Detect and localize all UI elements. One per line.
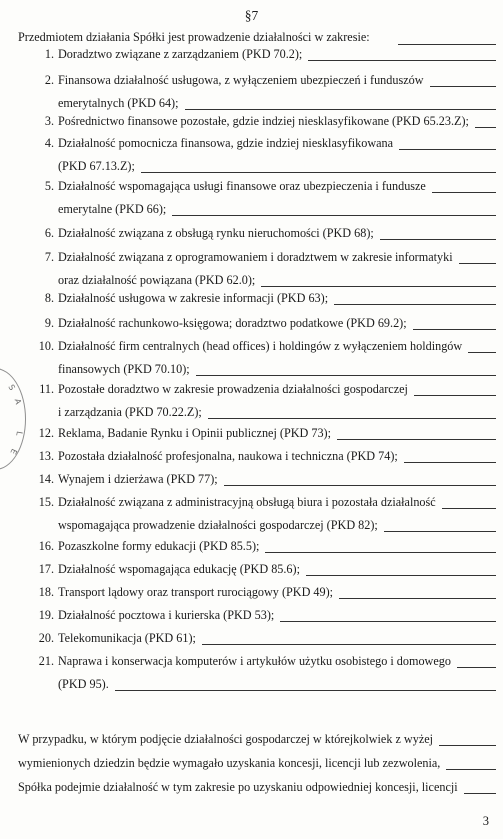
fill-line xyxy=(404,462,496,463)
list-item-text: Działalność firm centralnych (head offices) i holdingów z wyłączeniem holdingów xyxy=(58,339,463,353)
fill-line xyxy=(265,552,496,553)
intro-fill-line xyxy=(398,44,496,45)
list-item-text: wspomagająca prowadzenie działalności gospodarczej (PKD 82); xyxy=(58,518,378,532)
list-item-text: Naprawa i konserwacja komputerów i artykułów użytku osobistego i domowego xyxy=(58,654,451,668)
fill-line xyxy=(337,439,496,440)
fill-line xyxy=(196,375,496,376)
fill-line xyxy=(414,395,496,396)
intro-text: Przedmiotem działania Spółki jest prowadzenie działalności w zakresie: xyxy=(18,30,370,44)
fill-line xyxy=(468,352,496,353)
list-item-text: Działalność związana z administracyjną obsługą biura i pozostała działalność xyxy=(58,495,436,509)
fill-line xyxy=(380,239,496,240)
list-item-text: emerytalnych (PKD 64); xyxy=(58,96,179,110)
list-item-text: Działalność usługowa w zakresie informacji (PKD 63); xyxy=(58,291,329,305)
fill-line xyxy=(202,644,496,645)
seal-stamp-fragment xyxy=(0,368,26,470)
closing-line: W przypadku, w którym podjęcie działalności gospodarczej w którejkolwiek z wyżej xyxy=(18,732,434,746)
list-item-text: Wynajem i dzierżawa (PKD 77); xyxy=(58,472,218,486)
list-item-number: 7. xyxy=(44,250,54,264)
fill-line xyxy=(399,149,496,150)
list-item-number: 5. xyxy=(44,179,54,193)
fill-line xyxy=(432,192,496,193)
list-item-text: Działalność rachunkowo-księgowa; doradztwo podatkowe (PKD 69.2); xyxy=(58,316,407,330)
list-item-text: Działalność związana z obsługą rynku nieruchomości (PKD 68); xyxy=(58,226,374,240)
fill-line xyxy=(306,575,496,576)
list-item-number: 16. xyxy=(38,539,54,553)
fill-line xyxy=(475,127,496,128)
list-item-number: 8. xyxy=(44,291,54,305)
closing-line: wymienionych dziedzin będzie wymagało uzyskania koncesji, licencji lub zezwolenia, xyxy=(18,756,441,770)
fill-line xyxy=(334,304,496,305)
list-item-number: 15. xyxy=(38,495,54,509)
fill-line xyxy=(457,667,496,668)
list-item-text: Działalność wspomagająca edukację (PKD 85.6); xyxy=(58,562,300,576)
fill-line xyxy=(413,329,496,330)
stamp-letter: L xyxy=(14,430,25,437)
list-item-number: 9. xyxy=(44,316,54,330)
list-item-text: Telekomunikacja (PKD 61); xyxy=(58,631,196,645)
fill-line xyxy=(261,286,496,287)
fill-line xyxy=(185,109,497,110)
list-item-number: 18. xyxy=(38,585,54,599)
fill-line xyxy=(464,793,496,794)
stamp-letter: S xyxy=(6,383,17,392)
fill-line xyxy=(446,769,496,770)
closing-line: Spółka podejmie działalność w tym zakresie po uzyskaniu odpowiedniej koncesji, licencji xyxy=(18,780,458,794)
list-item-text: Transport lądowy oraz transport rurociągowy (PKD 49); xyxy=(58,585,334,599)
list-item-text: Reklama, Badanie Rynku i Opinii publicznej (PKD 73); xyxy=(58,426,332,440)
list-item-text: Pozostałe doradztwo w zakresie prowadzenia działalności gospodarczej xyxy=(58,382,408,396)
list-item-text: oraz działalność powiązana (PKD 62.0); xyxy=(58,273,256,287)
list-item-text: (PKD 67.13.Z); xyxy=(58,159,135,173)
list-item-number: 14. xyxy=(38,472,54,486)
list-item-text: Pośrednictwo finansowe pozostałe, gdzie indziej niesklasyfikowane (PKD 65.23.Z); xyxy=(58,114,469,128)
fill-line xyxy=(280,621,496,622)
list-item-number: 4. xyxy=(44,136,54,150)
list-item-text: Działalność wspomagająca usługi finansowe oraz ubezpieczenia i fundusze xyxy=(58,179,426,193)
fill-line xyxy=(208,418,496,419)
fill-line xyxy=(115,690,496,691)
list-item-text: emerytalne (PKD 66); xyxy=(58,202,167,216)
fill-line xyxy=(439,745,496,746)
page-number: 3 xyxy=(482,814,489,828)
list-item-text: i zarządzania (PKD 70.22.Z); xyxy=(58,405,202,419)
list-item-number: 12. xyxy=(38,426,54,440)
list-item-number: 17. xyxy=(38,562,54,576)
list-item-number: 21. xyxy=(38,654,54,668)
list-item-number: 19. xyxy=(38,608,54,622)
list-item-number: 20. xyxy=(38,631,54,645)
list-item-text: (PKD 95). xyxy=(58,677,109,691)
fill-line xyxy=(459,263,496,264)
list-item-number: 6. xyxy=(44,226,54,240)
list-item-number: 3. xyxy=(44,114,54,128)
fill-line xyxy=(224,485,496,486)
list-item-text: finansowych (PKD 70.10); xyxy=(58,362,190,376)
list-item-text: Działalność pocztowa i kurierska (PKD 53); xyxy=(58,608,275,622)
fill-line xyxy=(141,172,496,173)
fill-line xyxy=(308,60,496,61)
list-item-number: 13. xyxy=(38,449,54,463)
list-item-number: 1. xyxy=(44,47,54,61)
fill-line xyxy=(339,598,496,599)
list-item-number: 11. xyxy=(39,382,54,396)
stamp-letter: E xyxy=(8,447,19,456)
section-heading: §7 xyxy=(244,8,259,23)
list-item-text: Działalność pomocnicza finansowa, gdzie indziej niesklasyfikowana xyxy=(58,136,394,150)
list-item-text: Pozostała działalność profesjonalna, naukowa i techniczna (PKD 74); xyxy=(58,449,398,463)
fill-line xyxy=(430,86,496,87)
list-item-text: Działalność związana z oprogramowaniem i doradztwem w zakresie informatyki xyxy=(58,250,453,264)
list-item-number: 10. xyxy=(38,339,54,353)
list-item-text: Pozaszkolne formy edukacji (PKD 85.5); xyxy=(58,539,260,553)
list-item-text: Finansowa działalność usługowa, z wyłączeniem ubezpieczeń i funduszów xyxy=(58,73,424,87)
fill-line xyxy=(384,531,496,532)
fill-line xyxy=(442,508,496,509)
stamp-letter: A xyxy=(12,397,23,406)
list-item-number: 2. xyxy=(44,73,54,87)
fill-line xyxy=(172,215,496,216)
list-item-text: Doradztwo związane z zarządzaniem (PKD 70.2); xyxy=(58,47,303,61)
